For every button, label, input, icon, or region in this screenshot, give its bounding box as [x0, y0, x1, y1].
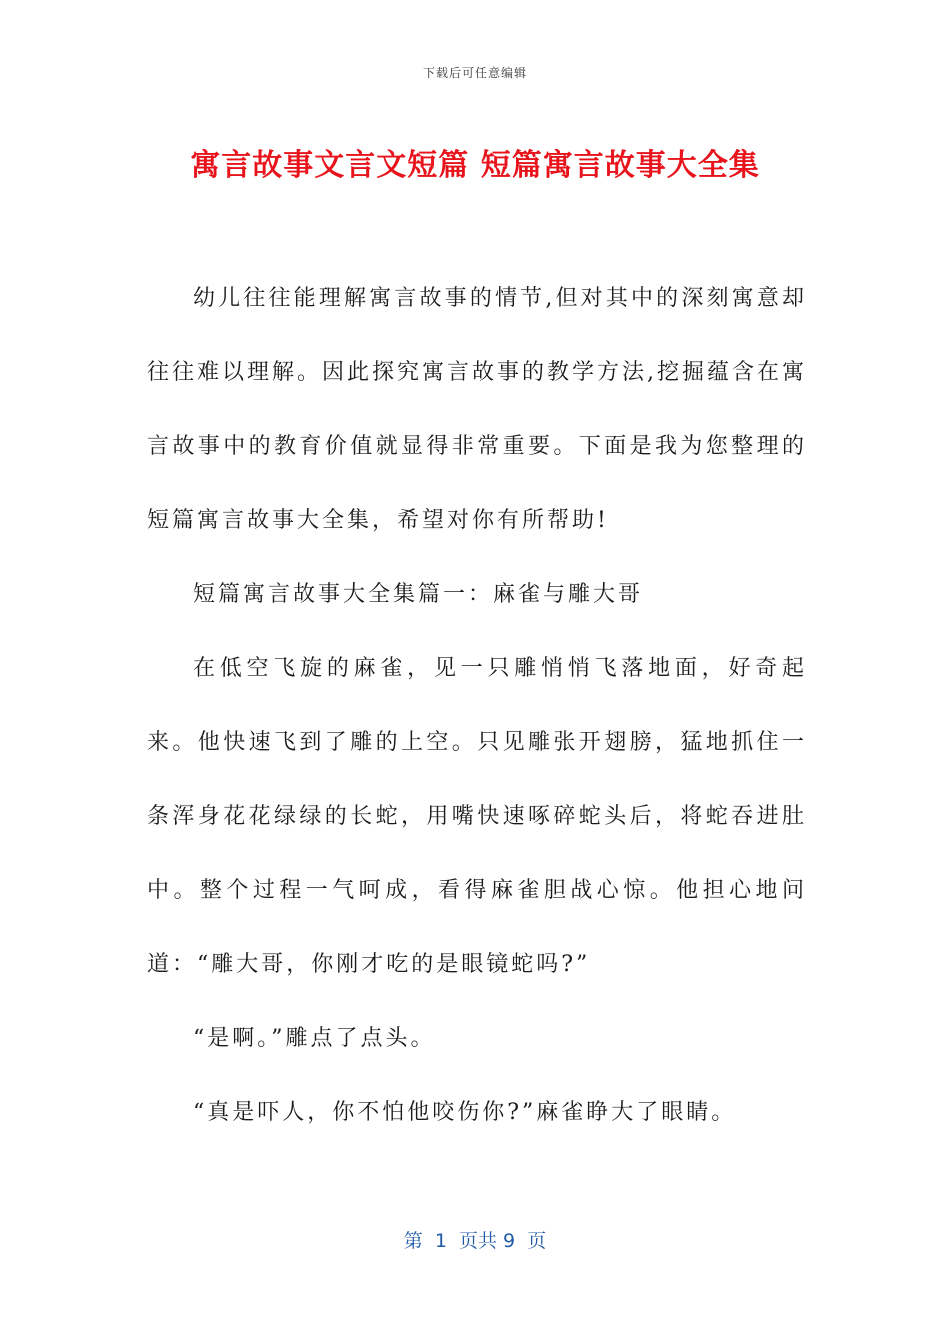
paragraph-intro: 幼儿往往能理解寓言故事的情节,但对其中的深刻寓意却往往难以理解。因此探究寓言故事的教学方法,挖掘蕴含在寓言故事中的教育价值就显得非常重要。下面是我为您整理的短篇寓言故事大全集，希望对你有所帮助! — [147, 286, 807, 533]
header-note: 下载后可任意编辑 — [422, 66, 527, 80]
paragraph-story: 在低空飞旋的麻雀，见一只雕悄悄飞落地面，好奇起来。他快速飞到了雕的上空。只见雕张开翅膀，猛地抓住一条浑身花花绿绿的长蛇，用嘴快速啄碎蛇头后，将蛇吞进肚中。整个过程一气呵成，看得麻雀胆战心惊。他担心地问道：“雕大哥，你刚才吃的是眼镜蛇吗?” — [147, 656, 807, 977]
page-number-footer: 第 1 页共 9 页 — [403, 1230, 547, 1252]
paragraph-section-heading: 短篇寓言故事大全集篇一：麻雀与雕大哥 — [193, 582, 644, 607]
paragraph-dialogue-2: “真是吓人，你不怕他咬伤你?”麻雀睁大了眼睛。 — [193, 1100, 737, 1125]
document-title: 寓言故事文言文短篇 短篇寓言故事大全集 — [190, 148, 760, 183]
document-body — [147, 262, 807, 1150]
paragraph-dialogue-1: “是啊。”雕点了点头。 — [193, 1026, 436, 1051]
